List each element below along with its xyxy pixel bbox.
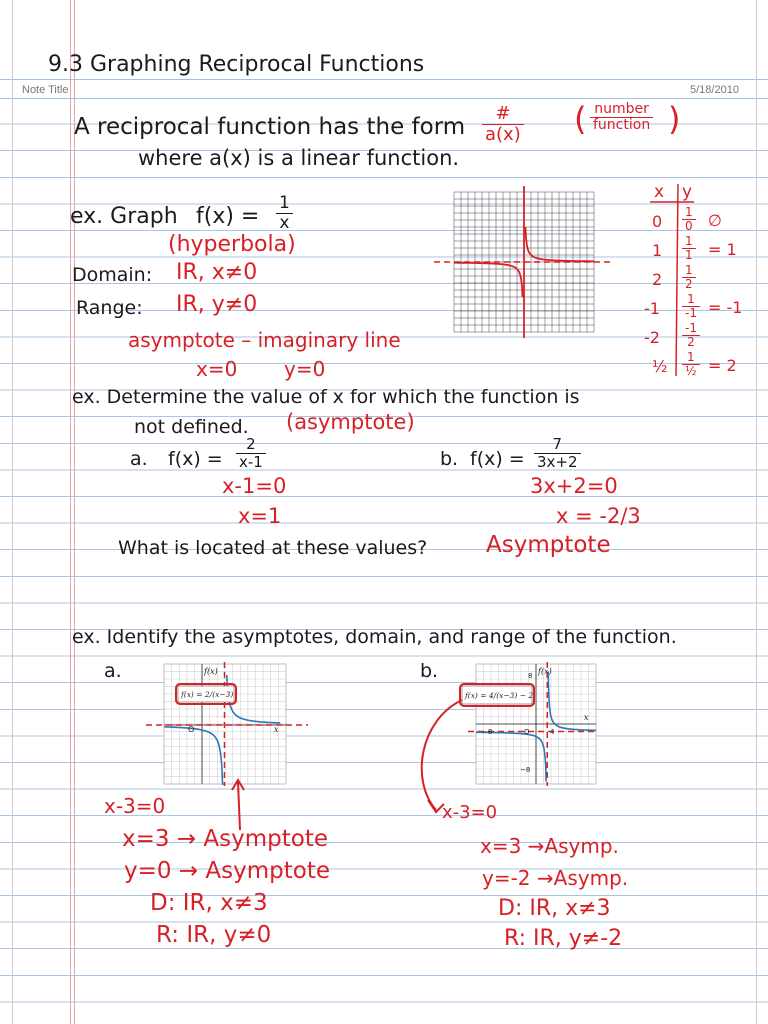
definition-note-den: function	[593, 117, 651, 134]
table-y-den: 2	[685, 277, 693, 292]
ex3-b-label: b.	[420, 660, 439, 682]
definition-frac-num: #	[482, 104, 524, 125]
table-y-den: 1	[685, 248, 693, 263]
table-y-num: 1	[682, 206, 696, 220]
work-line: x-3=0	[104, 794, 166, 818]
ex2-b-den: 3x+2	[537, 452, 578, 471]
table-x-value: -2	[644, 328, 660, 347]
range-value: IR, y≠0	[176, 292, 258, 317]
ex1-frac-num: 1	[276, 194, 293, 214]
date-label: 5/18/2010	[690, 84, 739, 96]
ex1-frac-den: x	[279, 212, 290, 233]
ex2-answer: Asymptote	[486, 532, 611, 558]
table-y-num: 1	[682, 293, 700, 307]
graph-a-origin: O	[188, 725, 195, 734]
ex1-note: (hyperbola)	[168, 232, 296, 257]
ex1-label: ex. Graph	[70, 204, 178, 229]
table-x-value: -1	[644, 299, 660, 318]
table-result: = 2	[708, 356, 737, 375]
ex2-b-step2: x = -2/3	[556, 504, 641, 528]
table-result: = -1	[708, 298, 743, 317]
work-line: R: IR, y≠0	[156, 922, 272, 948]
ex2-question: What is located at these values?	[118, 537, 428, 559]
ex1-func: f(x) =	[196, 204, 260, 229]
ex3-line1: ex. Identify the asymptotes, domain, and range of the function.	[72, 626, 677, 648]
work-line: y=-2 →Asymp.	[482, 866, 629, 890]
work-line: D: IR, x≠3	[498, 896, 611, 921]
ex2-a-func: f(x) =	[168, 448, 223, 470]
asymptote-note: asymptote – imaginary line	[128, 328, 401, 352]
ex3-a-label: a.	[104, 660, 122, 682]
graph-b-tick-4: 4	[550, 728, 555, 736]
definition-line1: A reciprocal function has the form	[74, 114, 466, 140]
ex2-a-den: x-1	[239, 452, 263, 471]
domain-value: IR, x≠0	[176, 260, 258, 285]
ex2-a-step1: x-1=0	[222, 474, 287, 498]
table-x-value: 2	[652, 270, 663, 289]
work-line: x=3 → Asymptote	[122, 826, 329, 852]
ex2-note: (asymptote)	[286, 410, 415, 434]
table-y-num: -1	[682, 322, 700, 336]
table-result: = 1	[708, 240, 737, 259]
range-label: Range:	[76, 297, 143, 319]
table-y-den: ½	[685, 364, 697, 379]
definition-note-num: number	[590, 102, 653, 118]
domain-label: Domain:	[72, 264, 153, 286]
graph-b-fx-label: f(x)	[538, 667, 552, 676]
table-x-value: ½	[652, 357, 668, 376]
asym-y: y=0	[284, 357, 326, 381]
arrow-b-curve	[422, 700, 462, 810]
table-result: ∅	[708, 211, 722, 230]
work-line: D: IR, x≠3	[150, 890, 268, 916]
work-line: R: IR, y≠-2	[504, 926, 623, 951]
ex2-a-step2: x=1	[238, 504, 282, 528]
graph-b-tick-neg8: −8	[520, 766, 531, 774]
paren-close: )	[668, 100, 681, 138]
ex2-line2: not defined.	[134, 416, 249, 438]
graph-b-tick-8: 8	[528, 672, 533, 680]
table-header-x: x	[654, 182, 665, 202]
ex2-b-func: f(x) =	[470, 448, 525, 470]
ex2-a-num: 2	[236, 436, 266, 454]
work-line: x=3 →Asymp.	[480, 834, 619, 858]
page-title: 9.3 Graphing Reciprocal Functions	[48, 52, 425, 77]
graph-b-x-label: x	[584, 713, 589, 722]
table-y-num: 1	[682, 235, 696, 249]
table-y-den: 0	[685, 219, 693, 234]
note-title-label: Note Title	[22, 84, 69, 96]
asym-x: x=0	[196, 357, 238, 381]
graph-b-origin: O	[524, 728, 530, 736]
graph-a-fx-label: f(x)	[204, 667, 218, 676]
work-line: y=0 → Asymptote	[124, 858, 331, 884]
ex2-line1: ex. Determine the value of x for which the function is	[72, 386, 580, 408]
table-y-den: -1	[685, 306, 697, 321]
graph-a-eq: f(x) = 2/(x−3)	[181, 690, 234, 699]
work-line: x-3=0	[442, 802, 498, 823]
definition-frac-den: a(x)	[485, 123, 521, 145]
graph-b-eq: f(x) = 4/(x−3) − 2	[465, 691, 534, 700]
ex2-b-num: 7	[534, 436, 581, 454]
table-y-den: 2	[687, 335, 695, 350]
table-header-y: y	[682, 182, 693, 202]
arrow-a-up	[238, 782, 240, 830]
graph-a-x-label: x	[274, 725, 279, 734]
table-x-value: 0	[652, 212, 663, 231]
definition-line2: where a(x) is a linear function.	[138, 146, 460, 170]
table-y-num: 1	[682, 264, 696, 278]
ex2-b-step1: 3x+2=0	[530, 474, 618, 498]
table-y-num: 1	[682, 351, 700, 365]
graph-b-tick-neg8x: −8	[482, 728, 493, 736]
table-x-value: 1	[652, 241, 663, 260]
paren-open: (	[574, 100, 587, 138]
ex2-a-label: a.	[130, 448, 148, 470]
ex2-b-label: b.	[440, 448, 459, 470]
